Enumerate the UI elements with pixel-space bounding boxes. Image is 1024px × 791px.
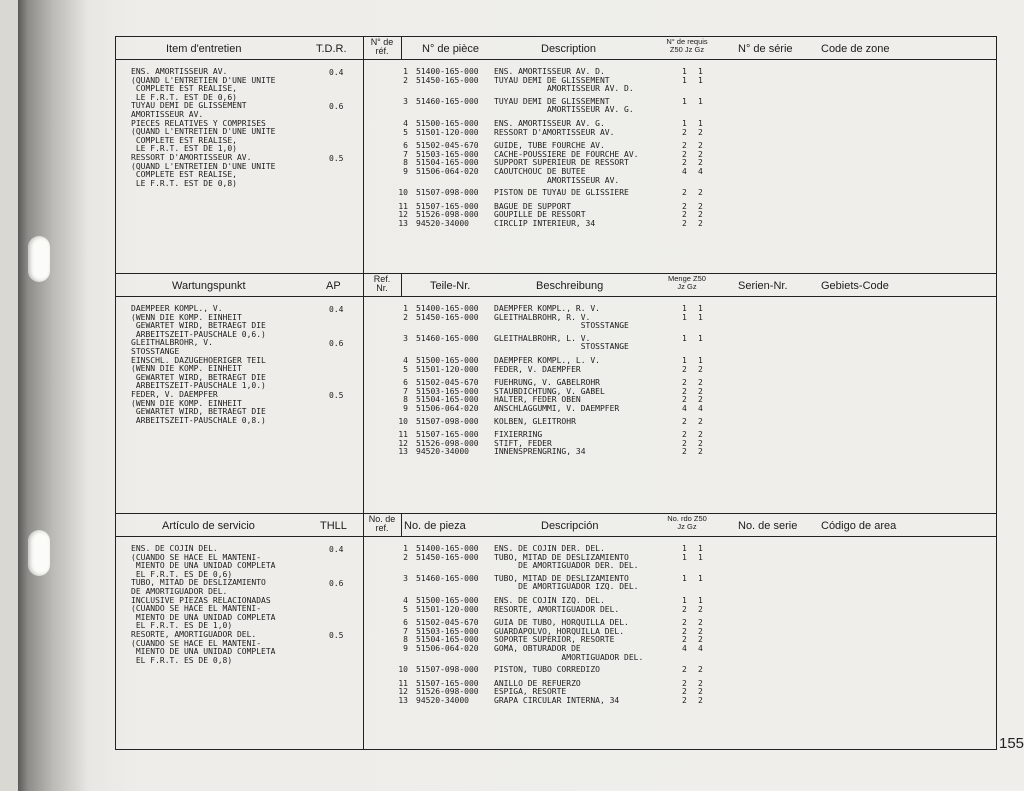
quantity-gz: 2 — [698, 447, 703, 457]
table-header — [116, 274, 996, 297]
quantity-jz: 2 — [682, 158, 687, 168]
header-serial: No. de serie — [738, 520, 798, 532]
ref-number: 1 — [403, 304, 408, 313]
part-number: 51507-098-000 — [416, 416, 479, 426]
quantity-gz: 2 — [698, 635, 703, 645]
part-description: FIXIERRING — [494, 430, 543, 440]
part-number: 51450-165-000 — [416, 552, 479, 562]
header-desc: Beschreibung — [536, 280, 604, 292]
header-part: N° de pièce — [422, 43, 479, 55]
service-item-text: RESSORT D'AMORTISSEUR AV. (QUAND L'ENTRETIEN D'UNE UNITE COMPLETE EST REALISE, LE F.R.T. EST DE 0,8) — [131, 153, 276, 188]
document-page — [18, 0, 1024, 791]
part-description: ANILLO DE REFUERZO — [494, 678, 581, 688]
ref-number: 5 — [403, 604, 408, 614]
header-tdr: AP — [326, 280, 341, 292]
part-description: TUYAU DEMI DE GLISSEMENT AMORTISSEUR AV. G. — [494, 96, 634, 115]
quantity-jz: 2 — [682, 618, 687, 628]
quantity-jz: 2 — [682, 430, 687, 440]
service-item-text: RESORTE, AMORTIGUADOR DEL. (CUANDO SE HACE EL MANTENI- MIENTO DE UNA UNIDAD COMPLETA EL F.R.T. ES DE 0,8) — [131, 630, 276, 665]
ref-number: 11 — [398, 201, 408, 211]
quantity-jz: 4 — [682, 167, 687, 176]
header-zone: Código de area — [821, 520, 897, 532]
part-description: GLEITHALBROHR, R. V. STOSSTANGE — [494, 312, 629, 331]
column-divider — [401, 274, 402, 296]
part-number: 51460-165-000 — [416, 573, 479, 583]
ref-number: 2 — [403, 75, 408, 85]
quantity-jz: 1 — [682, 356, 687, 365]
part-description: ENS. AMORTISSEUR AV. G. — [494, 119, 605, 128]
part-number: 51400-165-000 — [416, 304, 479, 313]
quantity-jz: 2 — [682, 626, 687, 636]
quantity-gz: 2 — [698, 364, 703, 374]
part-description: RESORTE, AMORTIGUADOR DEL. — [494, 604, 620, 614]
quantity-gz: 1 — [698, 119, 703, 128]
part-number: 51501-120-000 — [416, 604, 479, 614]
ref-number: 1 — [403, 67, 408, 76]
part-description: RESSORT D'AMORTISSEUR AV. — [494, 127, 615, 137]
labor-time-value: 0.6 — [329, 579, 344, 589]
quantity-gz: 2 — [698, 149, 703, 159]
quantity-jz: 4 — [682, 404, 687, 413]
ref-number: 2 — [403, 552, 408, 562]
header-serial: N° de série — [738, 43, 793, 55]
service-item-text: DAEMPEER KOMPL., V. (WENN DIE KOMP. EINHEIT GEWARTET WIRD, BETRAEGT DIE ARBEITSZEIT-PAUSCHALE 0,6.) — [131, 304, 266, 339]
quantity-jz: 1 — [682, 304, 687, 313]
header-ref: N° de réf. — [370, 37, 394, 56]
quantity-gz: 1 — [698, 67, 703, 76]
quantity-gz: 2 — [698, 210, 703, 220]
part-number: 51500-165-000 — [416, 356, 479, 365]
part-description: GOUPILLE DE RESSORT — [494, 210, 586, 220]
part-number: 51500-165-000 — [416, 596, 479, 605]
section-french — [116, 37, 996, 273]
quantity-jz: 2 — [682, 665, 687, 675]
ref-number: 5 — [403, 127, 408, 137]
ref-number: 8 — [403, 395, 408, 405]
part-number: 94520-34000 — [416, 696, 469, 705]
part-number: 51504-165-000 — [416, 395, 479, 405]
quantity-gz: 2 — [698, 158, 703, 168]
quantity-gz: 2 — [698, 219, 703, 228]
quantity-jz: 2 — [682, 447, 687, 457]
part-description: GUIA DE TUBO, HORQUILLA DEL. — [494, 618, 629, 628]
part-description: GLEITHALBROHR, L. V. STOSSTANGE — [494, 333, 629, 352]
ref-number: 7 — [403, 626, 408, 636]
ref-number: 8 — [403, 158, 408, 168]
quantity-gz: 1 — [698, 552, 703, 562]
ref-number: 12 — [398, 687, 408, 697]
labor-time-value: 0.6 — [329, 102, 344, 112]
quantity-gz: 1 — [698, 333, 703, 343]
quantity-gz: 2 — [698, 438, 703, 448]
part-description: PISTON, TUBO CORREDIZO — [494, 665, 600, 675]
ref-number: 10 — [398, 188, 408, 198]
part-number: 51504-165-000 — [416, 158, 479, 168]
quantity-jz: 2 — [682, 210, 687, 220]
ref-number: 10 — [398, 665, 408, 675]
quantity-jz: 2 — [682, 438, 687, 448]
quantity-gz: 2 — [698, 378, 703, 388]
header-qty: N° de requis Z50 Jz Gz — [666, 37, 708, 54]
part-number: 51400-165-000 — [416, 67, 479, 76]
part-number: 51400-165-000 — [416, 544, 479, 553]
part-description: ENS. DE COJIN DER. DEL. — [494, 544, 605, 553]
part-number: 51503-165-000 — [416, 626, 479, 636]
quantity-gz: 1 — [698, 312, 703, 322]
ref-number: 10 — [398, 416, 408, 426]
parts-table — [115, 36, 997, 750]
part-number: 51450-165-000 — [416, 75, 479, 85]
quantity-jz: 1 — [682, 75, 687, 85]
ref-number: 9 — [403, 404, 408, 413]
part-number: 51507-165-000 — [416, 201, 479, 211]
part-number: 51507-098-000 — [416, 665, 479, 675]
quantity-gz: 2 — [698, 687, 703, 697]
header-desc: Descripción — [541, 520, 599, 532]
part-number: 51526-098-000 — [416, 687, 479, 697]
part-description: HALTER, FEDER OBEN — [494, 395, 581, 405]
quantity-jz: 2 — [682, 219, 687, 228]
quantity-jz: 2 — [682, 696, 687, 705]
part-number: 51502-045-670 — [416, 141, 479, 151]
part-description: PISTON DE TUYAU DE GLISSIERE — [494, 188, 629, 198]
ref-number: 7 — [403, 386, 408, 396]
ref-number: 9 — [403, 644, 408, 653]
quantity-jz: 1 — [682, 312, 687, 322]
part-number: 51450-165-000 — [416, 312, 479, 322]
service-item-text: TUBO, MITAD DE DESLIZAMIENTO DE AMORTIGUADOR DEL. INCLUSIVE PIEZAS RELACIONADAS (CUANDO SE HACE EL MANTENI- MIENTO DE UNA UNIDAD COMPLETA EL F.R.T. ES DE 1,0) — [131, 578, 276, 631]
quantity-gz: 4 — [698, 644, 703, 653]
part-description: GUIDE, TUBE FOURCHE AV. — [494, 141, 605, 151]
part-description: CIRCLIP INTERIEUR, 34 — [494, 219, 596, 228]
ref-number: 4 — [403, 119, 408, 128]
labor-time-value: 0.5 — [329, 154, 344, 163]
quantity-jz: 1 — [682, 333, 687, 343]
quantity-gz: 2 — [698, 430, 703, 440]
ref-number: 12 — [398, 438, 408, 448]
part-number: 51502-045-670 — [416, 378, 479, 388]
part-number: 51504-165-000 — [416, 635, 479, 645]
column-divider — [401, 37, 402, 59]
ref-number: 13 — [398, 447, 408, 457]
ref-number: 8 — [403, 635, 408, 645]
header-serial: Serien-Nr. — [738, 280, 788, 292]
header-ref: Ref. Nr. — [373, 274, 391, 293]
ref-number: 5 — [403, 364, 408, 374]
part-description: GUARDAPOLVO, HORQUILLA DEL. — [494, 626, 625, 636]
part-number: 51500-165-000 — [416, 119, 479, 128]
page-number: 155 — [999, 735, 1024, 752]
section-spanish — [116, 513, 996, 750]
quantity-jz: 2 — [682, 604, 687, 614]
quantity-jz: 2 — [682, 416, 687, 426]
quantity-gz: 1 — [698, 596, 703, 605]
part-description: ENS. AMORTISSEUR AV. D. — [494, 67, 605, 76]
part-number: 51501-120-000 — [416, 127, 479, 137]
ref-number: 3 — [403, 96, 408, 106]
binding-shadow — [18, 0, 88, 791]
quantity-jz: 2 — [682, 188, 687, 198]
header-zone: Gebiets-Code — [821, 280, 889, 292]
service-item-text: GLEITHALBROHR, V. STOSSTANGE EINSCHL. DAZUGEHOERIGER TEIL (WENN DIE KOMP. EINHEIT GEWARTET WIRD, BETRAEGT DIE ARBEITSZEIT-PAUSCHALE 1,0.) — [131, 338, 266, 391]
ref-number: 13 — [398, 696, 408, 705]
part-number: 51506-064-020 — [416, 404, 479, 413]
punch-hole — [28, 530, 50, 576]
part-description: ANSCHLAGGUMMI, V. DAEMPFER — [494, 404, 620, 413]
quantity-gz: 2 — [698, 141, 703, 151]
header-qty: No. rdo Z50 Jz Gz — [667, 514, 707, 531]
labor-time-value: 0.5 — [329, 391, 344, 400]
quantity-jz: 2 — [682, 201, 687, 211]
part-number: 51526-098-000 — [416, 438, 479, 448]
ref-number: 3 — [403, 573, 408, 583]
part-number: 51526-098-000 — [416, 210, 479, 220]
part-description: DAEMPFER KOMPL., R. V. — [494, 304, 600, 313]
ref-number: 13 — [398, 219, 408, 228]
ref-number: 6 — [403, 618, 408, 628]
service-item-text: ENS. AMORTISSEUR AV. (QUAND L'ENTRETIEN D'UNE UNITE COMPLETE EST REALISE, LE F.R.T. EST DE 0,6) — [131, 67, 276, 102]
quantity-gz: 1 — [698, 96, 703, 106]
part-description: CAOUTCHOUC DE BUTEE AMORTISSEUR AV. — [494, 167, 620, 185]
ref-number: 4 — [403, 596, 408, 605]
quantity-jz: 2 — [682, 149, 687, 159]
ref-number: 1 — [403, 544, 408, 553]
quantity-gz: 1 — [698, 573, 703, 583]
ref-number: 3 — [403, 333, 408, 343]
part-number: 51507-098-000 — [416, 188, 479, 198]
ref-number: 4 — [403, 356, 408, 365]
part-number: 51507-165-000 — [416, 430, 479, 440]
part-number: 51507-165-000 — [416, 678, 479, 688]
column-divider — [401, 514, 402, 536]
quantity-jz: 1 — [682, 96, 687, 106]
quantity-gz: 2 — [698, 604, 703, 614]
part-number: 51501-120-000 — [416, 364, 479, 374]
quantity-jz: 1 — [682, 119, 687, 128]
header-qty: Menge Z50 Jz Gz — [668, 274, 706, 291]
ref-number: 12 — [398, 210, 408, 220]
part-description: ESPIGA, RESORTE — [494, 687, 567, 697]
part-description: STIFT, FEDER — [494, 438, 552, 448]
labor-time-value: 0.4 — [329, 305, 344, 314]
quantity-gz: 2 — [698, 416, 703, 426]
part-number: 94520-34000 — [416, 219, 469, 228]
part-description: GRAPA CIRCULAR INTERNA, 34 — [494, 696, 620, 705]
ref-number: 7 — [403, 149, 408, 159]
ref-number: 2 — [403, 312, 408, 322]
quantity-gz: 4 — [698, 167, 703, 176]
part-number: 51460-165-000 — [416, 96, 479, 106]
quantity-gz: 4 — [698, 404, 703, 413]
quantity-jz: 1 — [682, 573, 687, 583]
labor-time-value: 0.4 — [329, 545, 344, 554]
labor-time-value: 0.6 — [329, 339, 344, 349]
service-item-text: FEDER, V. DAEMPFER (WENN DIE KOMP. EINHEIT GEWARTET WIRD, BETRAEGT DIE ARBEITSZEIT-PAUSCHALE 0,8.) — [131, 390, 266, 425]
ref-number: 6 — [403, 378, 408, 388]
quantity-gz: 2 — [698, 127, 703, 137]
punch-hole — [28, 236, 50, 282]
quantity-jz: 2 — [682, 364, 687, 374]
quantity-jz: 1 — [682, 544, 687, 553]
quantity-gz: 2 — [698, 618, 703, 628]
part-description: GOMA, OBTURADOR DE AMORTIGUADOR DEL. — [494, 644, 644, 662]
header-tdr: THLL — [320, 520, 347, 532]
quantity-gz: 2 — [698, 201, 703, 211]
quantity-jz: 2 — [682, 678, 687, 688]
quantity-gz: 1 — [698, 356, 703, 365]
quantity-gz: 2 — [698, 395, 703, 405]
header-item: Item d'entretien — [166, 43, 242, 55]
header-item: Wartungspunkt — [172, 280, 246, 292]
quantity-jz: 2 — [682, 635, 687, 645]
header-zone: Code de zone — [821, 43, 890, 55]
header-ref: No. de ref. — [368, 514, 396, 533]
quantity-jz: 1 — [682, 596, 687, 605]
part-description: SOPORTE SUPERIOR, RESORTE — [494, 635, 615, 645]
header-part: No. de pieza — [404, 520, 466, 532]
quantity-gz: 1 — [698, 75, 703, 85]
quantity-jz: 1 — [682, 67, 687, 76]
quantity-gz: 2 — [698, 678, 703, 688]
service-item-text: TUYAU DEMI DE GLISSEMENT AMORTISSEUR AV. PIECES RELATIVES Y COMPRISES (QUAND L'ENTRETIEN D'UNE UNITE COMPLETE EST REALISE, LE F.R.T. EST DE 1,0) — [131, 101, 276, 154]
ref-number: 11 — [398, 430, 408, 440]
quantity-jz: 2 — [682, 141, 687, 151]
quantity-jz: 1 — [682, 552, 687, 562]
quantity-gz: 2 — [698, 665, 703, 675]
part-number: 51503-165-000 — [416, 386, 479, 396]
section-german — [116, 273, 996, 514]
quantity-gz: 1 — [698, 304, 703, 313]
part-number: 51506-064-020 — [416, 644, 479, 653]
part-description: ENS. DE COJIN IZQ. DEL. — [494, 596, 605, 605]
quantity-jz: 2 — [682, 127, 687, 137]
part-number: 94520-34000 — [416, 447, 469, 457]
part-description: BAGUE DE SUPPORT — [494, 201, 572, 211]
quantity-jz: 2 — [682, 378, 687, 388]
quantity-gz: 2 — [698, 188, 703, 198]
quantity-jz: 2 — [682, 687, 687, 697]
quantity-gz: 1 — [698, 544, 703, 553]
header-tdr: T.D.R. — [316, 43, 347, 55]
header-item: Artículo de servicio — [162, 520, 255, 532]
ref-number: 11 — [398, 678, 408, 688]
labor-time-value: 0.5 — [329, 631, 344, 640]
part-number: 51506-064-020 — [416, 167, 479, 176]
part-number: 51460-165-000 — [416, 333, 479, 343]
quantity-gz: 2 — [698, 626, 703, 636]
ref-number: 9 — [403, 167, 408, 176]
table-header — [116, 37, 996, 60]
quantity-jz: 4 — [682, 644, 687, 653]
part-description: SUPPORT SUPERIEUR DE RESSORT — [494, 158, 629, 168]
table-header — [116, 514, 996, 537]
part-description: CACHE-POUSSIERE DE FOURCHE AV. — [494, 149, 639, 159]
ref-number: 6 — [403, 141, 408, 151]
part-description: FEDER, V. DAEMPFER — [494, 364, 581, 374]
part-description: TUYAU DEMI DE GLISSEMENT AMORTISSEUR AV. D. — [494, 75, 634, 94]
part-number: 51503-165-000 — [416, 149, 479, 159]
part-description: FUEHRUNG, V. GABELROHR — [494, 378, 600, 388]
labor-time-value: 0.4 — [329, 68, 344, 77]
header-part: Teile-Nr. — [430, 280, 471, 292]
header-desc: Description — [541, 43, 597, 55]
part-description: TUBO, MITAD DE DESLIZAMIENTO DE AMORTIGUADOR DER. DEL. — [494, 552, 639, 571]
part-number: 51502-045-670 — [416, 618, 479, 628]
quantity-jz: 2 — [682, 395, 687, 405]
part-description: TUBO, MITAD DE DESLIZAMIENTO DE AMORTIGUADOR IZQ. DEL. — [494, 573, 639, 592]
service-item-text: ENS. DE COJIN DEL. (CUANDO SE HACE EL MANTENI- MIENTO DE UNA UNIDAD COMPLETA EL F.R.T. ES DE 0,6) — [131, 544, 276, 579]
part-description: DAEMPFER KOMPL., L. V. — [494, 356, 600, 365]
quantity-gz: 2 — [698, 696, 703, 705]
quantity-gz: 2 — [698, 386, 703, 396]
part-description: INNENSPRENGRING, 34 — [494, 447, 586, 457]
part-description: KOLBEN, GLEITROHR — [494, 416, 576, 426]
quantity-jz: 2 — [682, 386, 687, 396]
part-description: STAUBDICHTUNG, V. GABEL — [494, 386, 605, 396]
